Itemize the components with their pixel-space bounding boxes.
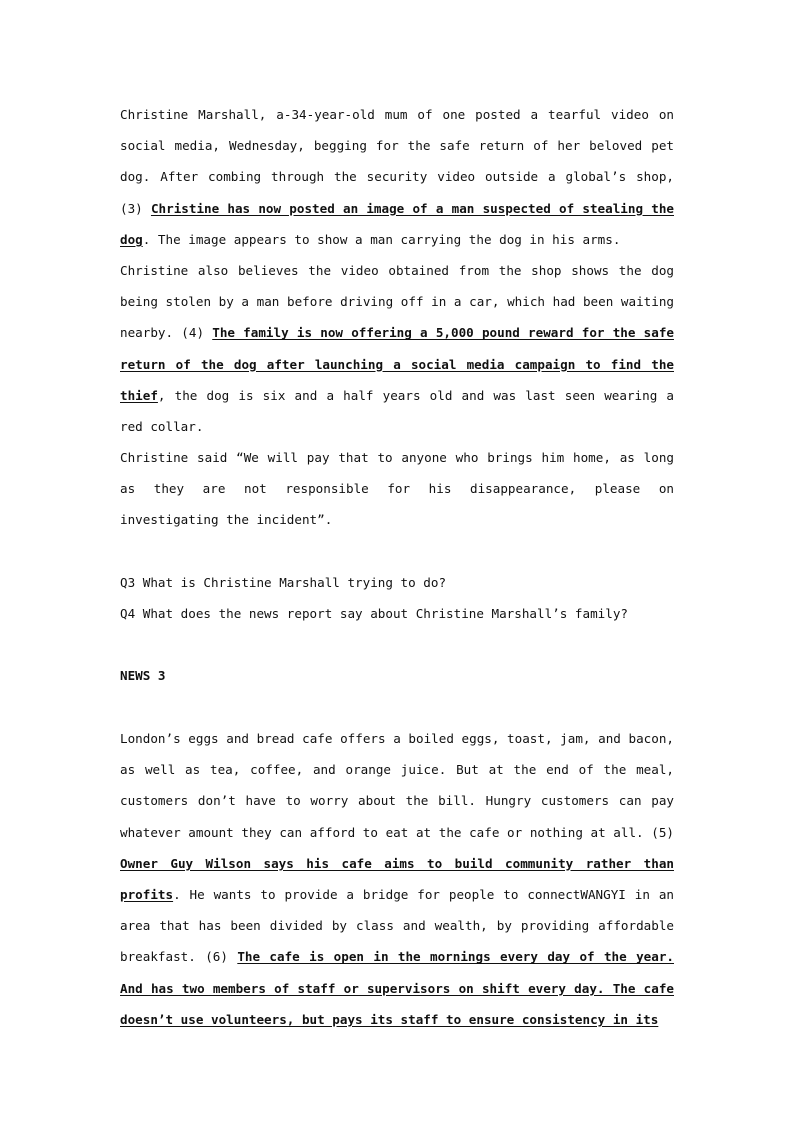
news3-heading: NEWS 3 <box>120 668 166 683</box>
news3-p1-text: London’s eggs and bread cafe offers a boiled eggs, toast, jam, and bacon, as well as tea, coffee, and orange juice. But at the end of the meal, customers don’t have to worry about the bill. Hungry customers can pay whatever amount they can afford to eat at the cafe or nothing at all. (5) <box>120 731 674 840</box>
news3-paragraph-1 <box>120 723 674 1035</box>
news2-p1-text: Christine Marshall, a-34-year-old mum of one posted a tearful video on social media, Wednesday, begging for the safe return of her beloved pet dog. After combing through the security video outside a global’s shop, (3) <box>120 107 674 216</box>
news2-paragraph-1 <box>120 99 674 255</box>
news2-p2-text-end: , the dog is six and a half years old and was last seen wearing a red collar. <box>120 387 674 435</box>
news2-paragraph-2 <box>120 255 674 442</box>
news3-p1-text-mid: . He wants to provide a bridge for people to connectWANGYI in an area that has been divided by class and wealth, by providing affordable breakfast. (6) <box>120 887 674 965</box>
news2-p1-answer-3: Christine has now posted an image of a man suspected of stealing the dog <box>120 200 674 247</box>
news3-p1-answer-5: Owner Guy Wilson says his cafe aims to build community rather than profits <box>120 855 674 903</box>
question-3: Q3 What is Christine Marshall trying to do? <box>120 575 447 590</box>
question-4: Q4 What does the news report say about Christine Marshall’s family? <box>120 606 628 621</box>
news2-p1-text-end: . The image appears to show a man carrying the dog in his arms. <box>142 231 621 247</box>
news2-p2-answer-4: The family is now offering a 5,000 pound reward for the safe return of the dog after launching a social media campaign to find the thief <box>120 325 674 403</box>
news3-p1-answer-6: The cafe is open in the mornings every day of the year. And has two members of staff or supervisors on shift every day. The cafe doesn’t use volunteers, but pays its staff to ensure consistency in its <box>120 949 674 1027</box>
news2-paragraph-3: Christine said “We will pay that to anyone who brings him home, as long as they are not responsible for his disappearance, please on investigating the incident”. <box>120 450 674 528</box>
news2-p2-text: Christine also believes the video obtained from the shop shows the dog being stolen by a man before driving off in a car, which had been waiting nearby. (4) <box>120 263 674 341</box>
